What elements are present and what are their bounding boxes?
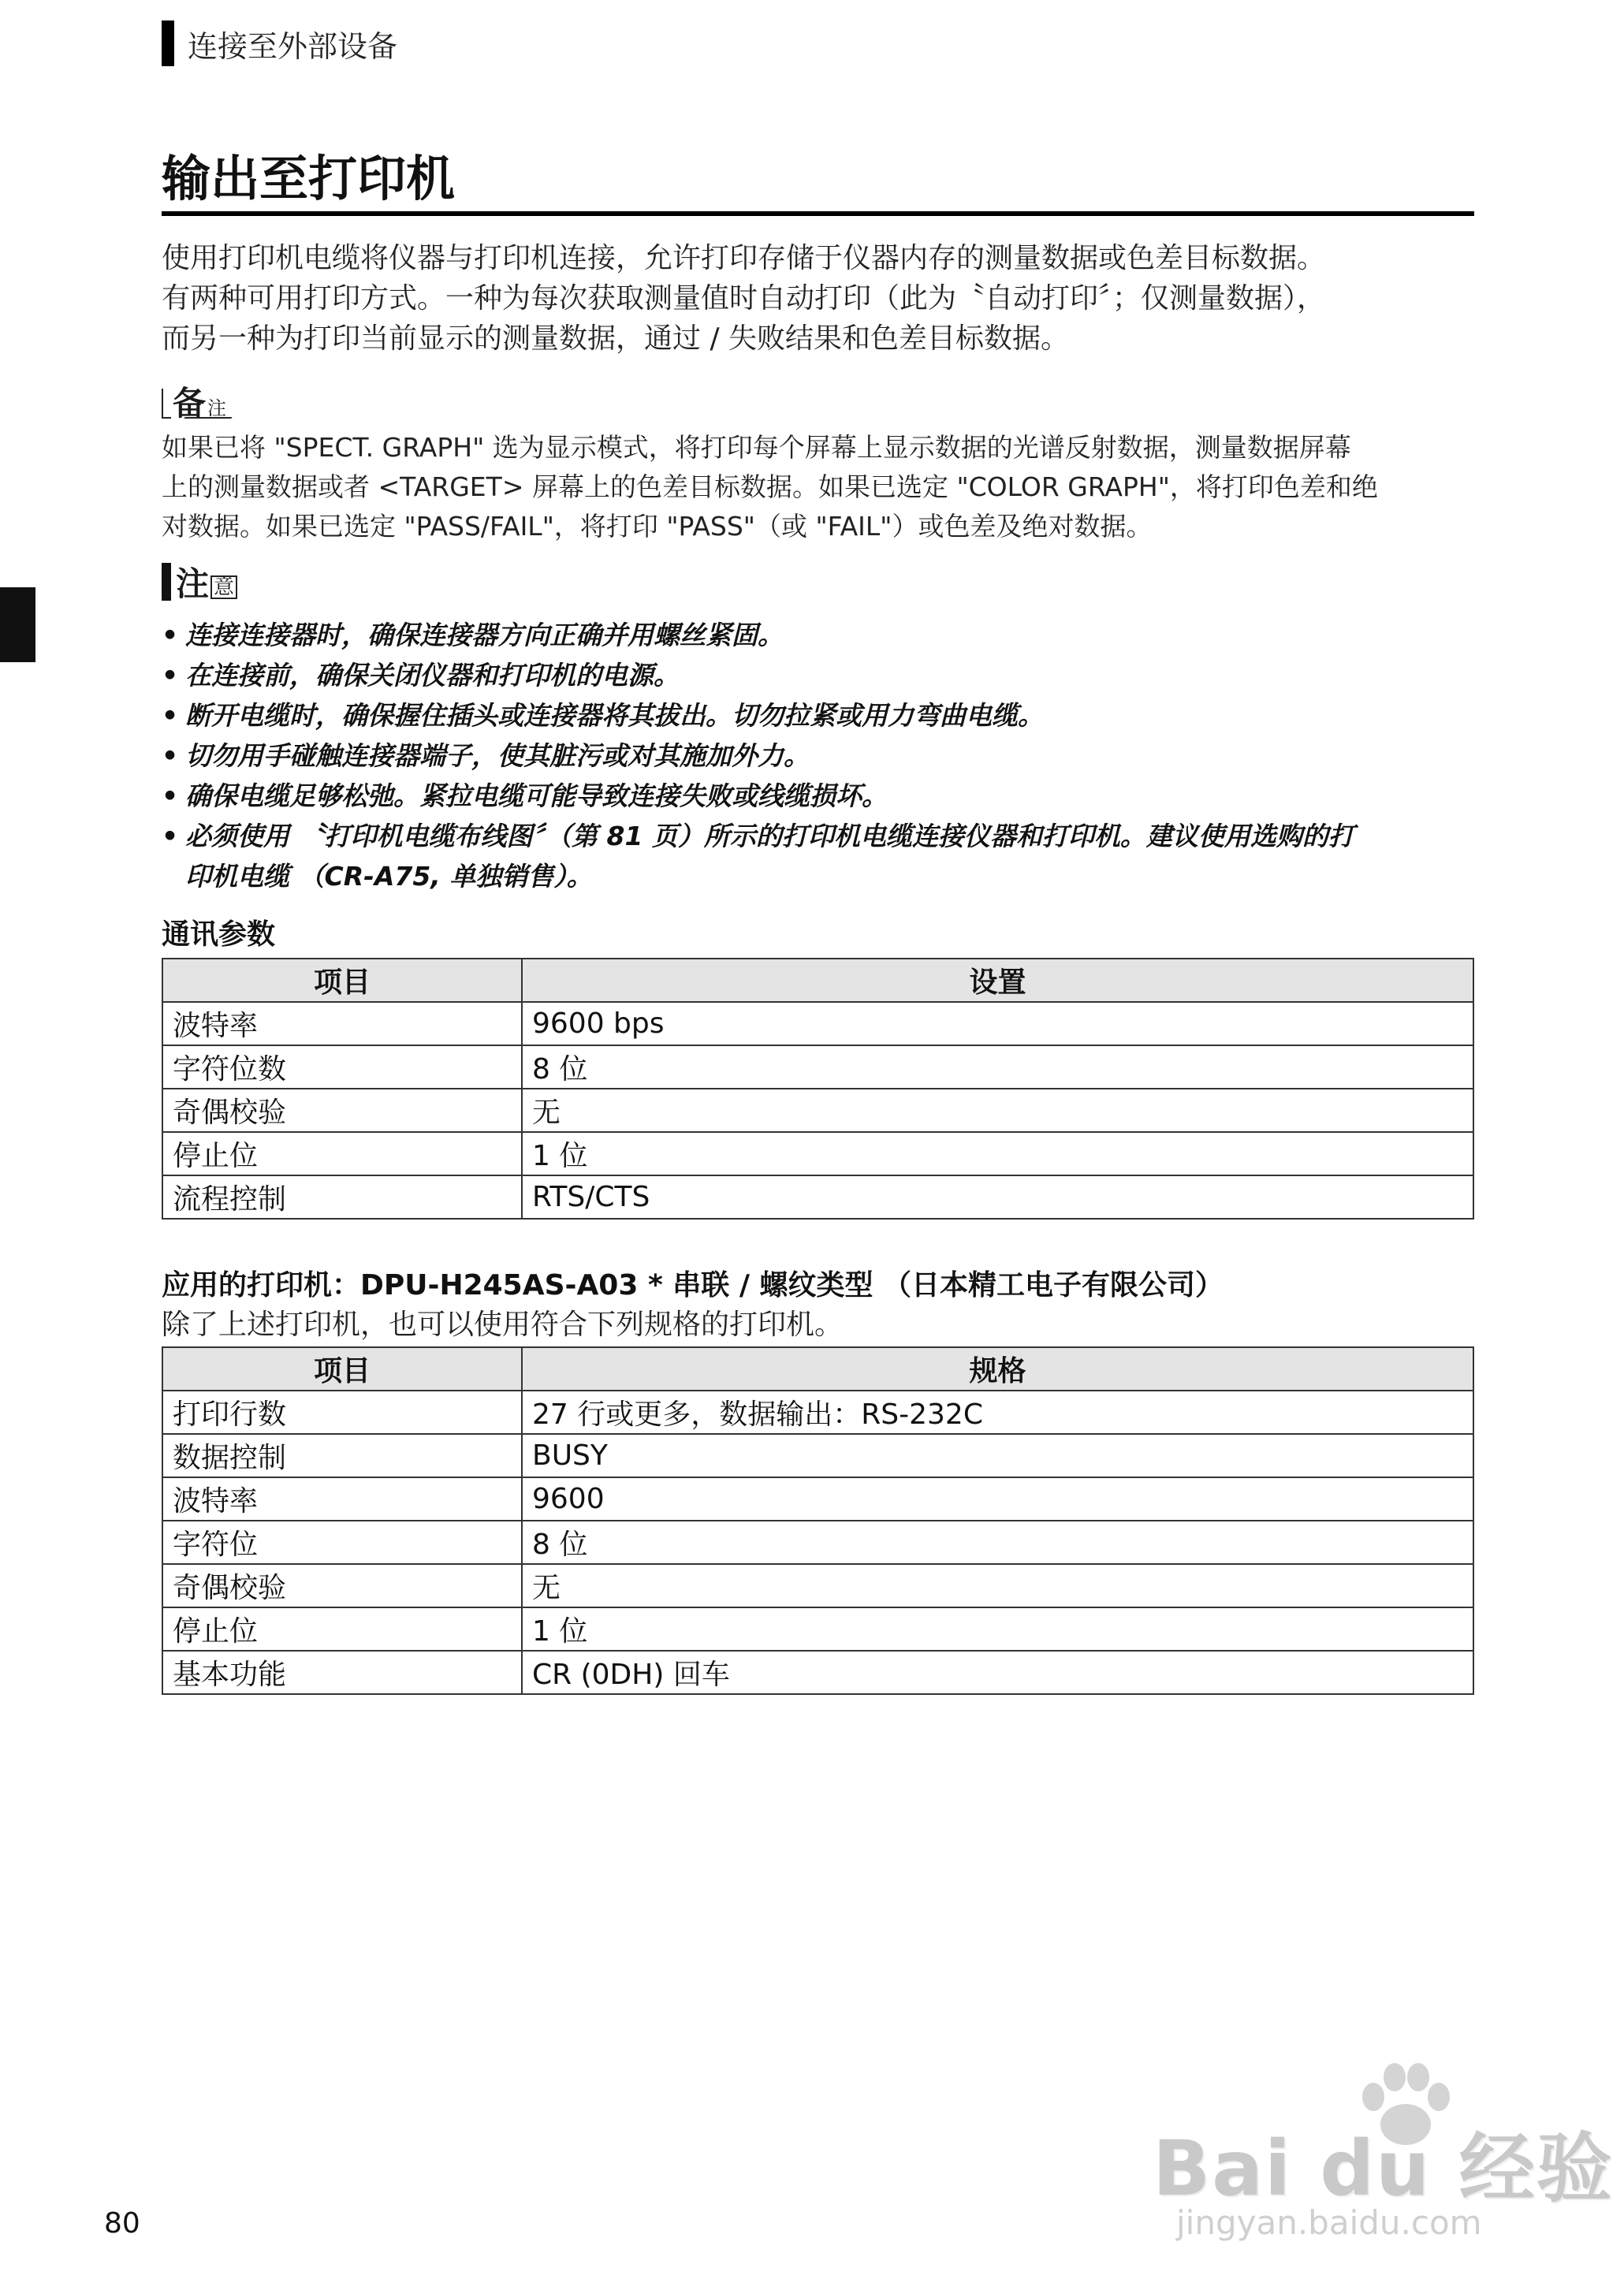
table-cell: 1 位 bbox=[522, 1132, 1473, 1175]
table-header-cell: 设置 bbox=[522, 959, 1473, 1002]
intro-line: 使用打印机电缆将仪器与打印机连接，允许打印存储于仪器内存的测量数据或色差目标数据。 bbox=[162, 242, 1326, 274]
caution-label-big: 注 bbox=[176, 564, 210, 603]
caution-item bbox=[162, 695, 1494, 735]
caution-marker-bar bbox=[162, 563, 171, 601]
table-row bbox=[162, 1607, 1473, 1651]
caution-item-text: 切勿用手碰触连接器端子，使其脏污或对其施加外力。 bbox=[185, 740, 810, 771]
table-cell: 波特率 bbox=[162, 1002, 522, 1045]
caution-item-text: • 必须使用 〝打印机电缆布线图〞（第 81 页）所示的打印机电缆连接仪器和打印机。建议使用选购的打 bbox=[185, 821, 1354, 851]
printer-section-title: 应用的打印机：DPU-H245AS-A03 * 串联 / 螺纹类型 （日本精工电子有限公司） bbox=[162, 1269, 1224, 1302]
table-header-row bbox=[162, 959, 1473, 1002]
caution-item-text: 确保电缆足够松弛。紧拉电缆可能导致连接失败或线缆损坏。 bbox=[185, 780, 888, 811]
header-marker-bar bbox=[162, 20, 174, 66]
table-row bbox=[162, 1477, 1473, 1521]
table-cell: 27 行或更多，数据输出：RS-232C bbox=[522, 1391, 1473, 1434]
note-line: 上的测量数据或者 <TARGET> 屏幕上的色差目标数据。如果已选定 "COLOR GRAPH"，将打印色差和绝 bbox=[162, 471, 1378, 502]
comm-params-table bbox=[162, 958, 1474, 1220]
section-header: 连接至外部设备 bbox=[188, 29, 398, 64]
table-header-cell: 项目 bbox=[162, 1347, 522, 1391]
intro-line: 而另一种为打印当前显示的测量数据，通过 / 失败结果和色差目标数据。 bbox=[162, 322, 1070, 355]
table-row bbox=[162, 1175, 1473, 1219]
table-cell: 停止位 bbox=[162, 1607, 522, 1651]
note-label bbox=[162, 382, 239, 423]
note-line: 对数据。如果已选定 "PASS/FAIL"，将打印 "PASS"（或 "FAIL"）或色差及绝对数据。 bbox=[162, 511, 1153, 542]
table-cell: 打印行数 bbox=[162, 1391, 522, 1434]
table-row bbox=[162, 1132, 1473, 1175]
caution-item bbox=[162, 615, 1494, 655]
table-cell: 基本功能 bbox=[162, 1651, 522, 1694]
watermark-url: jingyan.baidu.com bbox=[1176, 2203, 1482, 2242]
note-label-big: 备 bbox=[173, 384, 207, 423]
table-cell: RTS/CTS bbox=[522, 1175, 1473, 1219]
table-row bbox=[162, 1089, 1473, 1132]
printer-section-subtitle: 除了上述打印机，也可以使用符合下列规格的打印机。 bbox=[162, 1309, 844, 1341]
caution-item-text: 连接连接器时，确保连接器方向正确并用螺丝紧固。 bbox=[185, 620, 784, 650]
table-row bbox=[162, 1651, 1473, 1694]
caution-item-text: 在连接前，确保关闭仪器和打印机的电源。 bbox=[185, 660, 680, 691]
comm-section-title: 通讯参数 bbox=[162, 918, 276, 951]
note-label-small: 注 bbox=[207, 397, 227, 419]
table-cell: 9600 bps bbox=[522, 1002, 1473, 1045]
caution-item bbox=[162, 655, 1494, 695]
table-cell: 停止位 bbox=[162, 1132, 522, 1175]
table-cell: CR (0DH) 回车 bbox=[522, 1651, 1473, 1694]
intro-line: 有两种可用打印方式。一种为每次获取测量值时自动打印（此为〝自动打印〞；仅测量数据）， bbox=[162, 282, 1326, 315]
page-title: 输出至打印机 bbox=[162, 150, 456, 207]
caution-item bbox=[162, 735, 1494, 776]
table-row bbox=[162, 1521, 1473, 1564]
note-bracket bbox=[162, 389, 171, 419]
intro-paragraph bbox=[162, 238, 1486, 359]
table-cell: 无 bbox=[522, 1089, 1473, 1132]
table-cell: 9600 bbox=[522, 1477, 1473, 1521]
watermark-logo-text: Bai du 经验 bbox=[1153, 2125, 1614, 2213]
caution-label bbox=[162, 561, 237, 601]
table-header-cell: 项目 bbox=[162, 959, 522, 1002]
table-cell: 奇偶校验 bbox=[162, 1564, 522, 1607]
table-cell: 字符位 bbox=[162, 1521, 522, 1564]
table-cell: 波特率 bbox=[162, 1477, 522, 1521]
note-line: 如果已将 "SPECT. GRAPH" 选为显示模式，将打印每个屏幕上显示数据的光谱反射数据，测量数据屏幕 bbox=[162, 432, 1351, 463]
caution-item-text-cont: 印机电缆 （CR-A75, 单独销售）。 bbox=[185, 861, 593, 892]
table-cell: 1 位 bbox=[522, 1607, 1473, 1651]
caution-item bbox=[162, 776, 1494, 816]
table-cell: 无 bbox=[522, 1564, 1473, 1607]
caution-item-text: 断开电缆时，确保握住插头或连接器将其拔出。切勿拉紧或用力弯曲电缆。 bbox=[185, 700, 1044, 731]
table-cell: BUSY bbox=[522, 1434, 1473, 1477]
baidu-watermark bbox=[1153, 2061, 1614, 2259]
table-row bbox=[162, 1391, 1473, 1434]
page-number: 80 bbox=[104, 2207, 140, 2240]
table-cell: 奇偶校验 bbox=[162, 1089, 522, 1132]
table-row bbox=[162, 1434, 1473, 1477]
caution-list bbox=[162, 615, 1494, 896]
printer-spec-table bbox=[162, 1346, 1474, 1695]
table-row bbox=[162, 1564, 1473, 1607]
note-text bbox=[162, 428, 1486, 546]
table-cell: 8 位 bbox=[522, 1521, 1473, 1564]
caution-item bbox=[162, 816, 1494, 896]
caution-label-small: 意 bbox=[210, 575, 237, 599]
chapter-side-tab bbox=[0, 587, 35, 662]
table-cell: 8 位 bbox=[522, 1045, 1473, 1089]
title-underline bbox=[162, 211, 1474, 216]
table-cell: 字符位数 bbox=[162, 1045, 522, 1089]
table-cell: 数据控制 bbox=[162, 1434, 522, 1477]
table-header-row bbox=[162, 1347, 1473, 1391]
table-row bbox=[162, 1045, 1473, 1089]
table-header-cell: 规格 bbox=[522, 1347, 1473, 1391]
table-row bbox=[162, 1002, 1473, 1045]
table-cell: 流程控制 bbox=[162, 1175, 522, 1219]
